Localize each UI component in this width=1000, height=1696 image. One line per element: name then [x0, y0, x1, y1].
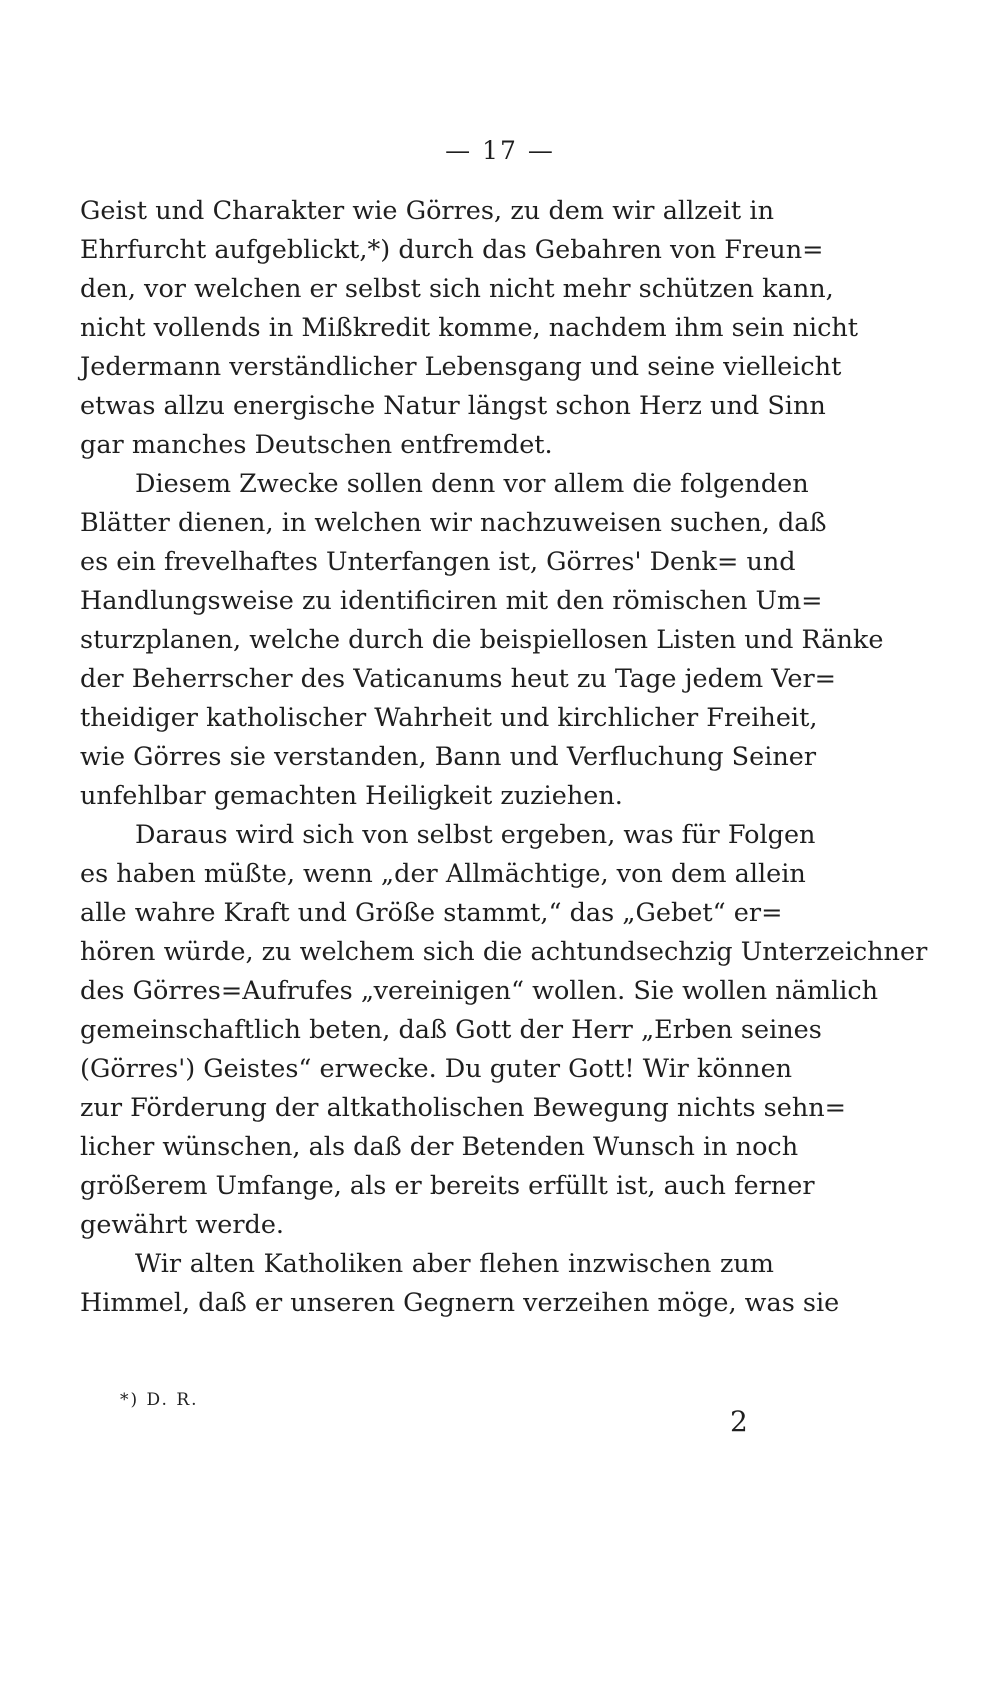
text-line: Geist und Charakter wie Görres, zu dem wir allzeit in: [80, 196, 774, 226]
text-line: es ein frevelhaftes Unterfangen ist, Görres' Denk= und: [80, 547, 796, 577]
text-line: Handlungsweise zu identificiren mit den römischen Um=: [80, 586, 823, 616]
text-line: Ehrfurcht aufgeblickt,*) durch das Gebahren von Freun=: [80, 235, 824, 265]
text-line: Blätter dienen, in welchen wir nachzuweisen suchen, daß: [80, 508, 827, 538]
text-line: unfehlbar gemachten Heiligkeit zuziehen.: [80, 781, 623, 811]
text-line: Daraus wird sich von selbst ergeben, was für Folgen: [135, 820, 816, 850]
text-line: wie Görres sie verstanden, Bann und Verfluchung Seiner: [80, 742, 817, 772]
text-line: Jedermann verständlicher Lebensgang und seine vielleicht: [80, 352, 842, 382]
page-number: — 17 —: [445, 136, 555, 165]
text-line: den, vor welchen er selbst sich nicht mehr schützen kann,: [80, 274, 834, 304]
printer-signature-mark: 2: [730, 1405, 748, 1438]
text-line: der Beherrscher des Vaticanums heut zu Tage jedem Ver=: [80, 664, 837, 694]
text-line: hören würde, zu welchem sich die achtundsechzig Unterzeichner: [80, 937, 928, 967]
text-line: des Görres=Aufrufes „vereinigen“ wollen. Sie wollen nämlich: [80, 976, 879, 1006]
text-line: größerem Umfange, als er bereits erfüllt ist, auch ferner: [80, 1171, 815, 1201]
text-line: Himmel, daß er unseren Gegnern verzeihen möge, was sie: [80, 1288, 840, 1318]
text-line: es haben müßte, wenn „der Allmächtige, von dem allein: [80, 859, 806, 889]
text-line: gemeinschaftlich beten, daß Gott der Herr „Erben seines: [80, 1015, 822, 1045]
footnote: *) D. R.: [120, 1390, 199, 1410]
text-line: Diesem Zwecke sollen denn vor allem die folgenden: [135, 469, 809, 499]
text-line: licher wünschen, als daß der Betenden Wunsch in noch: [80, 1132, 799, 1162]
text-line: gewährt werde.: [80, 1210, 285, 1240]
body-text: [80, 192, 928, 1323]
text-line: sturzplanen, welche durch die beispiellosen Listen und Ränke: [80, 625, 884, 655]
text-line: nicht vollends in Mißkredit komme, nachdem ihm sein nicht: [80, 313, 859, 343]
text-line: theidiger katholischer Wahrheit und kirchlicher Freiheit,: [80, 703, 818, 733]
text-line: (Görres') Geistes“ erwecke. Du guter Gott! Wir können: [80, 1054, 793, 1084]
text-line: Wir alten Katholiken aber flehen inzwischen zum: [135, 1249, 774, 1279]
text-line: etwas allzu energische Natur längst schon Herz und Sinn: [80, 391, 826, 421]
text-line: gar manches Deutschen entfremdet.: [80, 430, 553, 460]
text-line: zur Förderung der altkatholischen Bewegung nichts sehn=: [80, 1093, 847, 1123]
text-line: alle wahre Kraft und Größe stammt,“ das „Gebet“ er=: [80, 898, 783, 928]
